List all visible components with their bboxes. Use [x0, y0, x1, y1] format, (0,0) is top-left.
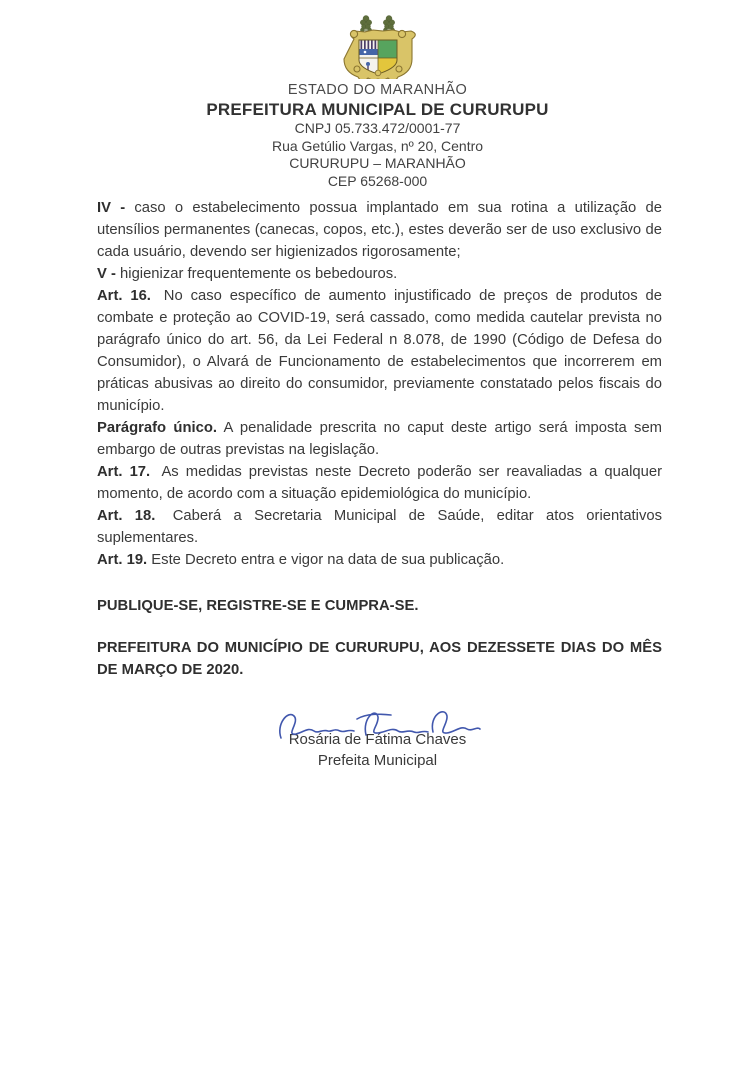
publish-order-line: PUBLIQUE-SE, REGISTRE-SE E CUMPRA-SE. — [97, 598, 419, 614]
cep-line: CEP 65268-000 — [327, 172, 428, 189]
article-19-lead: Art. 19. — [97, 552, 148, 568]
letterhead — [0, 0, 755, 190]
article-17-lead: Art. 17. — [97, 464, 151, 480]
organization-name: PREFEITURA MUNICIPAL DE CURURUPU — [206, 100, 549, 119]
decree-body — [97, 197, 662, 681]
clause-iv-lead: IV - — [97, 200, 126, 216]
article-17 — [97, 461, 662, 505]
cnpj-line: CNPJ 05.733.472/0001-77 — [294, 120, 461, 136]
article-19 — [97, 549, 662, 571]
signer-title: Prefeita Municipal — [317, 752, 438, 769]
paragrafo-unico-lead: Parágrafo único. — [97, 420, 217, 436]
date-place-line: PREFEITURA DO MUNICÍPIO DE CURURUPU, AOS DEZESSETE DIAS DO MÊS DE MARÇO DE 2020. — [97, 640, 662, 678]
clause-v-text: higienizar frequentemente os bebedouros. — [120, 266, 398, 282]
clause-v — [97, 263, 662, 285]
article-18-lead: Art. 18. — [97, 508, 156, 524]
paragrafo-unico — [97, 417, 662, 461]
clause-iv — [97, 197, 662, 263]
article-16-lead: Art. 16. — [97, 288, 151, 304]
signer-name: Rosária de Fátima Chaves — [288, 731, 467, 748]
article-18 — [97, 505, 662, 549]
article-19-text: Este Decreto entra e vigor na data de sua publicação. — [151, 552, 505, 568]
article-16 — [97, 285, 662, 417]
state-name: ESTADO DO MARANHÃO — [287, 82, 468, 98]
signature-block — [0, 705, 755, 770]
article-18-text: Caberá a Secretaria Municipal de Saúde, editar atos orientativos suplementares. — [97, 508, 662, 546]
city-state-line: CURURUPU – MARANHÃO — [289, 155, 466, 171]
clause-iv-text: caso o estabelecimento possua implantado em sua rotina a utilização de utensílios permanentes (canecas, copos, etc.), estes deverão ser de uso exclusivo de cada usuário, devendo ser higienizados rigorosamente; — [97, 200, 662, 260]
paragrafo-unico-text: A penalidade prescrita no caput deste artigo será imposta sem embargo de outras previstas na legislação. — [97, 420, 662, 458]
article-17-text: As medidas previstas neste Decreto poderão ser reavaliadas a qualquer momento, de acordo com a situação epidemiológica do município. — [97, 464, 663, 502]
article-16-text: No caso específico de aumento injustificado de preços de produtos de combate e proteção ao COVID-19, será cassado, como medida cautelar prevista no parágrafo único do art. 56, da Lei Federal n 8.078, de 1990 (Código de Defesa do Consumidor), o Alvará de Funcionamento de estabelecimentos que incorrerem em práticas abusivas ao direito do consumidor, previamente constatado pelos fiscais do município. — [97, 288, 662, 414]
address-line: Rua Getúlio Vargas, nº 20, Centro — [271, 137, 484, 154]
maranhao-coat-of-arms-icon — [320, 13, 436, 79]
clause-v-lead: V - — [97, 266, 116, 282]
handwritten-signature-icon — [273, 705, 483, 747]
